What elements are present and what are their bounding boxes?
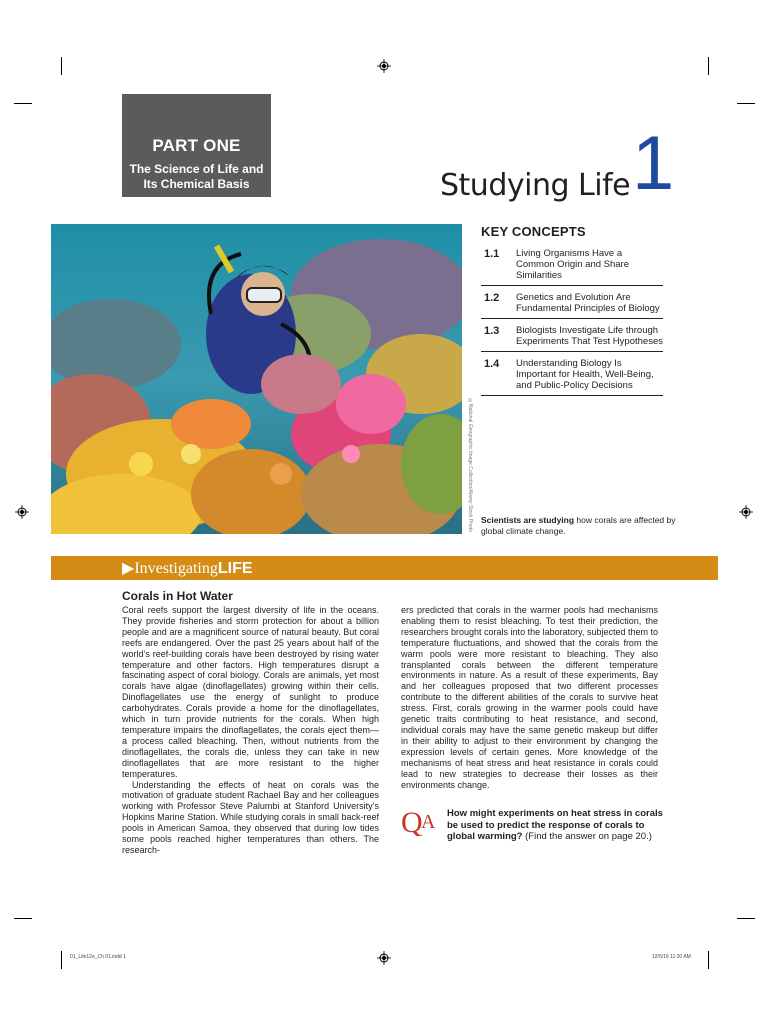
key-concept-number: 1.4 [484,358,500,370]
key-concept-number: 1.3 [484,325,500,337]
qa-answer-note: (Find the answer on page 20.) [522,831,652,842]
footer-file-name: 01_Life12e_Ch 01.indd 1 [70,954,126,960]
qa-question-text: How might experiments on heat stress in corals be used to predict the response of corals to global warming? [447,808,663,842]
key-concept-text: Living Organisms Have a Common Origin and Share Similarities [516,248,629,281]
investigating-life-label [122,558,253,578]
key-concept-item [481,290,663,319]
registration-mark-icon [377,59,391,73]
crop-mark [61,951,62,969]
qa-icon [401,806,441,836]
crop-mark [708,57,709,75]
footer-timestamp: 12/5/19 11:20 AM [652,954,691,960]
part-label: PART ONE [152,136,241,155]
photo-caption [481,515,681,537]
qa-icon-q: Q [401,806,423,836]
key-concepts-title: KEY CONCEPTS [481,224,586,239]
key-concept-text: Genetics and Evolution Are Fundamental Principles of Biology [516,292,660,314]
crop-mark [61,57,62,75]
key-concept-item [481,246,663,286]
crop-mark [14,103,32,104]
caption-rest: how corals are affected by global climate change. [481,515,676,536]
key-concept-number: 1.2 [484,292,500,304]
key-concepts-list [481,246,663,400]
crop-mark [737,918,755,919]
paragraph: Understanding the effects of heat on corals was the motivation of graduate student Rachael Bay and her colleagues working with Professor Steve Palumbi at Stanford University’s Hopkins Marine Station. While studying corals in small back-reef pools in American Samoa, they observed that during low tides some pools reached higher temperatures than others. The research- [122,779,379,855]
paragraph: Coral reefs support the largest diversity of life in the oceans. They provide fisheries and storm protection for about a billion people and are a magnificent source of natural beauty. But coral reefs are endangered. Over the past 25 years about half of the world’s reef-building corals have been destroyed by rising water temperature and other factors. High temperatures disrupt a fascinating aspect of coral biology. Corals are animals, yet most corals have algae (dinoflagellates) growing within their cells. Dinoflagellates use the energy of sunlight to produce carbohydrates. Corals provide a home for the dinoflagellates, which in turn provide nutrients for the corals. When high temperature impairs the dinoflagellates, the corals eject them—a process called bleaching. Then, without nutrients from the dinoflagellates, the corals die, unless they can take in new dinoflagellates that are more resistant to the higher temperatures. [122,605,379,779]
crop-mark [14,918,32,919]
key-concept-text: Understanding Biology Is Important for Health, Well-Being, and Public-Policy Decisions [516,358,654,391]
article-heading: Corals in Hot Water [122,589,233,603]
arrow-icon: ▶ [122,560,135,577]
life-word: LIFE [217,560,253,577]
key-concept-item [481,356,663,396]
caption-lead: Scientists are studying [481,515,575,525]
photo-credit: ©National Geographic Image Collection/Alamy Stock Photo [467,398,473,532]
chapter-number: 1 [632,121,675,206]
registration-mark-icon [15,505,29,519]
crop-mark [737,103,755,104]
article-column-1 [122,605,379,856]
key-concept-item [481,323,663,352]
coral-reef-photo [51,224,462,534]
crop-mark [708,951,709,969]
qa-question [447,808,667,843]
article-column-2 [401,605,658,790]
key-concept-number: 1.1 [484,248,500,260]
paragraph: ers predicted that corals in the warmer pools had mechanisms enabling them to resist bleaching. To test their prediction, the researchers brought corals into the laboratory, subjected them to temperature fluctuations, and showed that the corals from the warm pools were more resistant to bleaching. They also transplanted corals between the different temperature environments in nature. As a result of these experiments, Bay and her colleagues proposed that two different processes contribute to the different abilities of the corals to survive heat stress. First, corals growing in the warmer pools could have genetic traits contributing to heat resistance, and second, individual corals may have the same genetic makeup but differ in their ability to adjust to their environment by changing the expression levels of certain genes. More knowledge of the mechanisms of heat stress and heat resistance in corals could lead to new strategies to decrease their losses as their environments change. [401,605,658,790]
qa-icon-a: A [421,811,436,833]
part-subtitle: The Science of Life and Its Chemical Basis [129,162,264,191]
part-box [122,94,271,197]
registration-mark-icon [377,951,391,965]
investigating-word: Investigating [134,560,218,577]
registration-mark-icon [739,505,753,519]
key-concept-text: Biologists Investigate Life through Experiments That Test Hypotheses [516,325,663,347]
chapter-title: Studying Life [440,168,631,203]
